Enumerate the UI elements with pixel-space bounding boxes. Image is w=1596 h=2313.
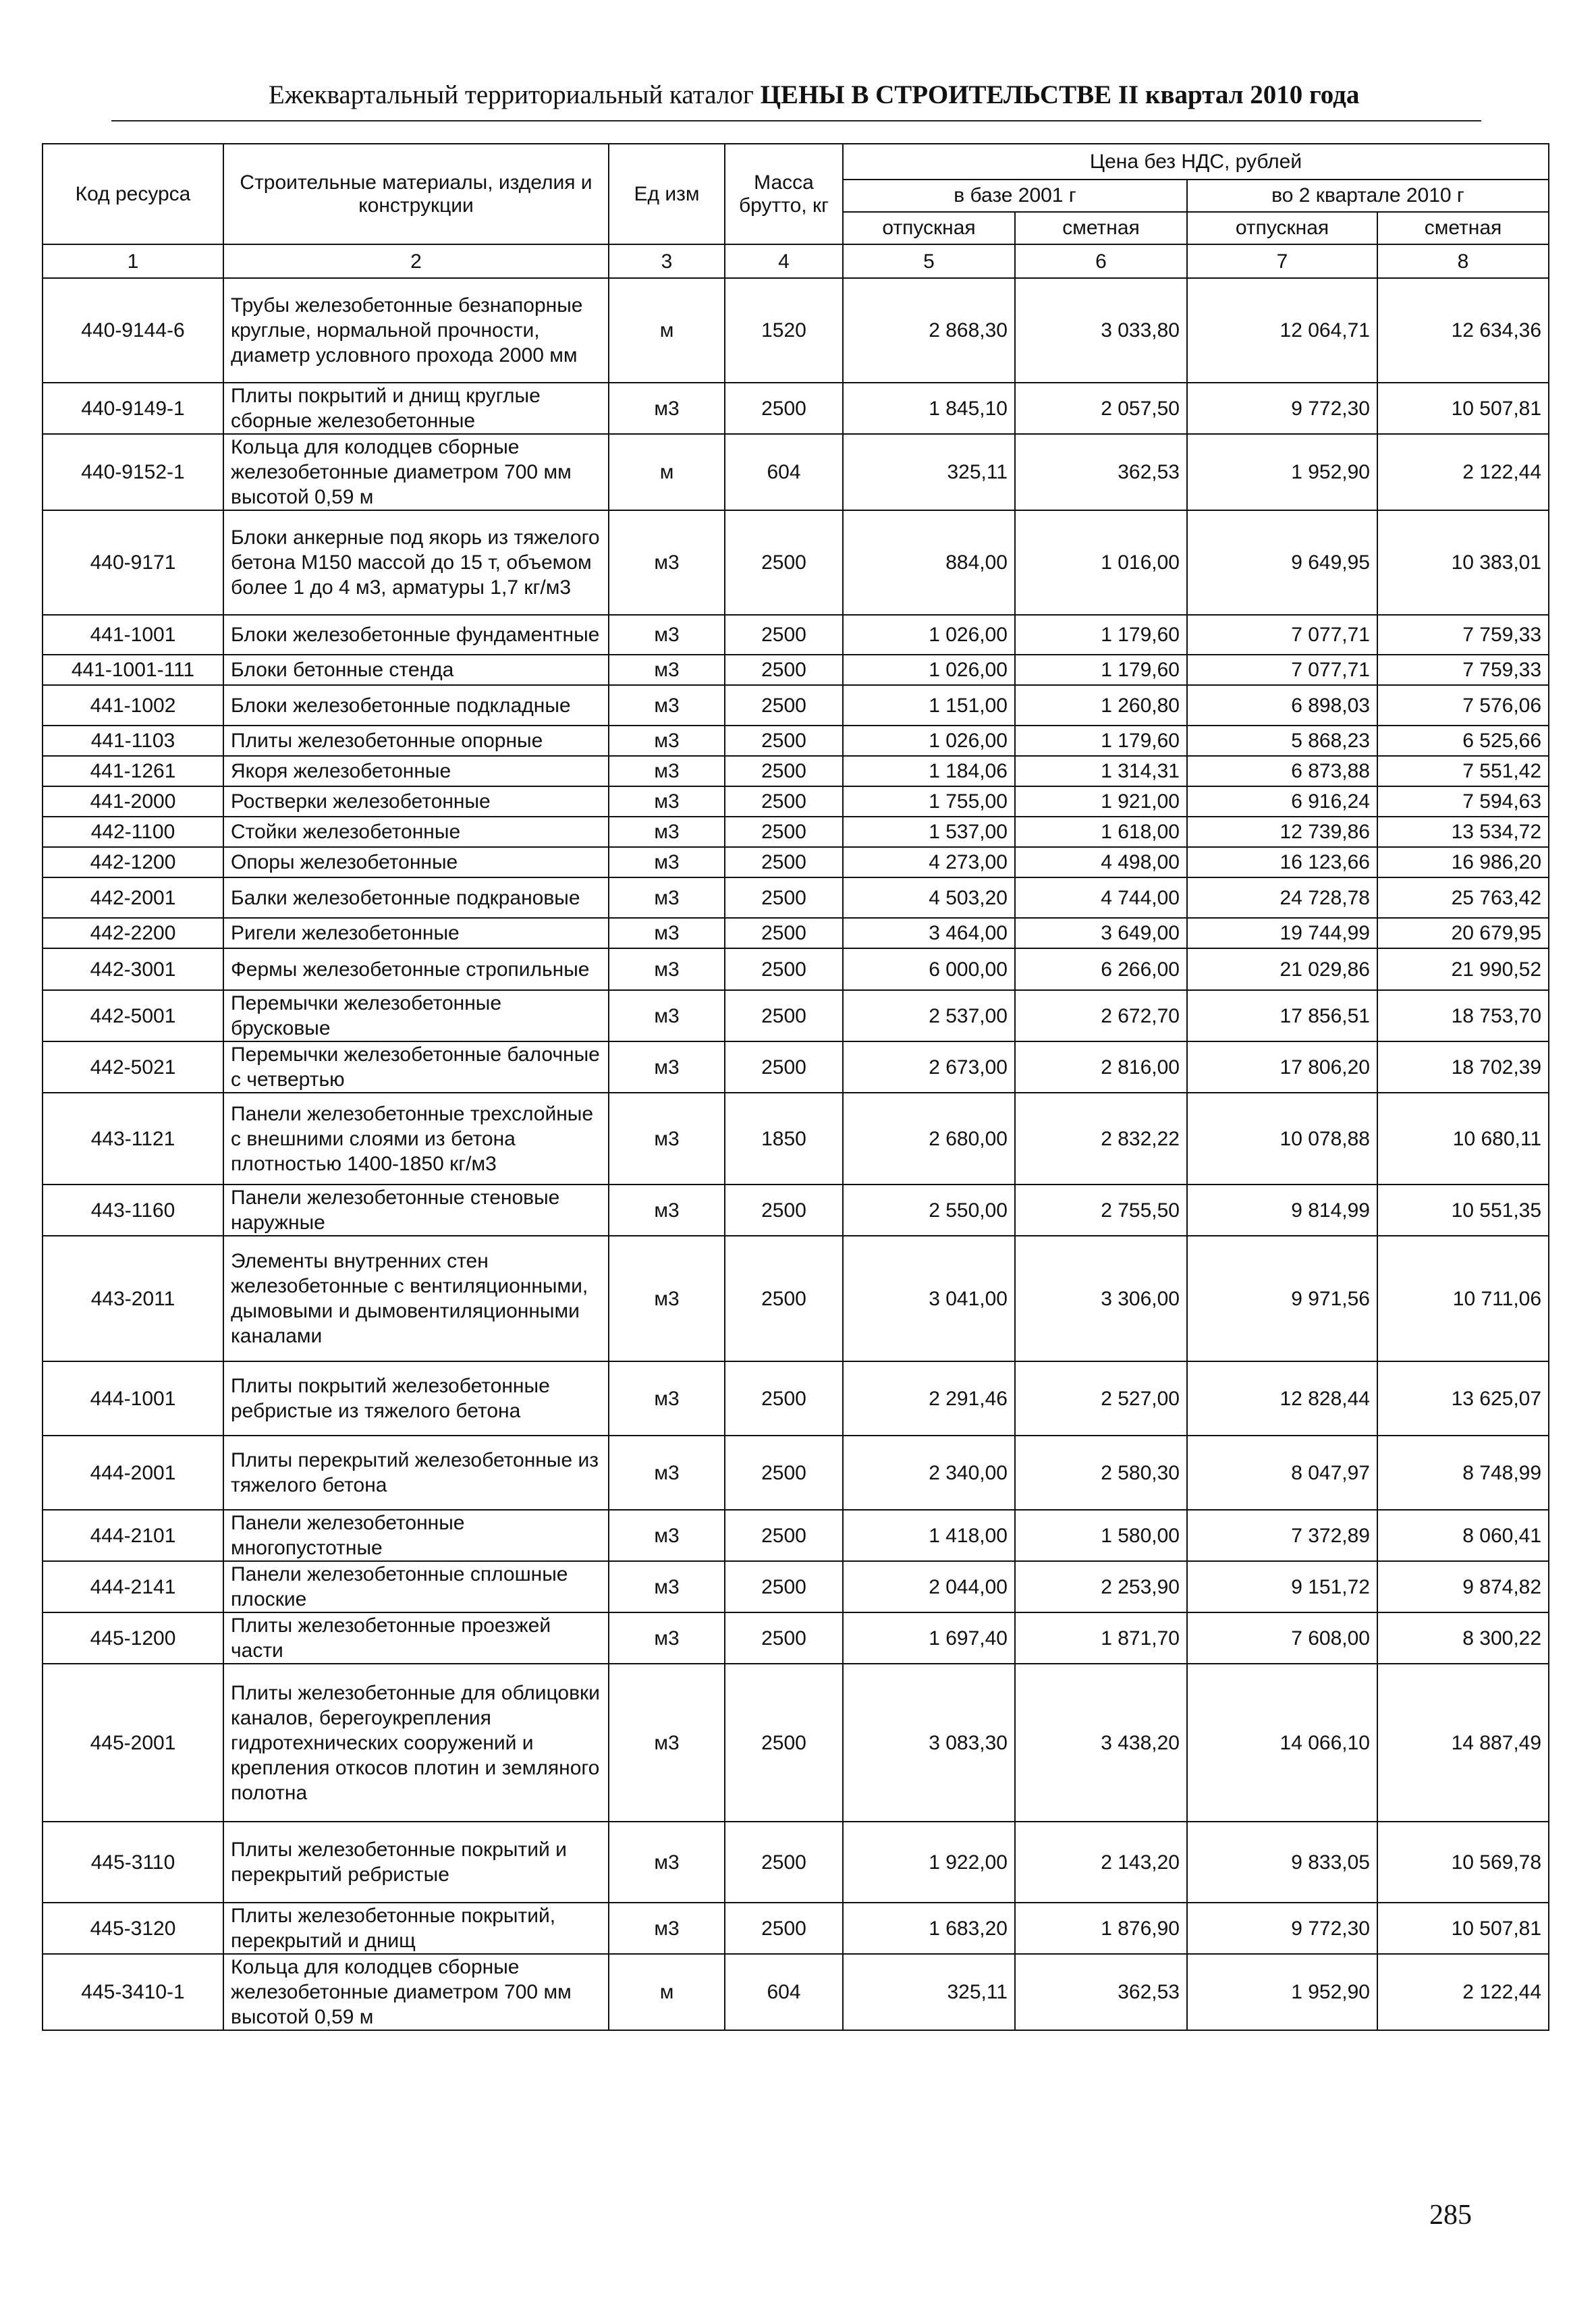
base-estimate-price: 2 672,70 — [1015, 990, 1187, 1041]
material-name: Панели железобетонные стеновые наружные — [223, 1185, 609, 1236]
material-name: Ригели железобетонные — [223, 918, 609, 948]
resource-code: 443-1121 — [43, 1093, 223, 1185]
table-row — [43, 434, 1549, 510]
base-sale-price: 6 000,00 — [843, 948, 1015, 990]
base-estimate-price: 2 816,00 — [1015, 1041, 1187, 1093]
material-name: Плиты покрытий и днищ круглые сборные железобетонные — [223, 383, 609, 434]
base-estimate-price: 1 260,80 — [1015, 685, 1187, 726]
gross-mass: 2500 — [725, 1664, 843, 1822]
base-estimate-price: 1 179,60 — [1015, 726, 1187, 756]
resource-code: 444-2101 — [43, 1510, 223, 1561]
gross-mass: 604 — [725, 434, 843, 510]
gross-mass: 2500 — [725, 756, 843, 786]
resource-code: 442-1200 — [43, 847, 223, 877]
gross-mass: 2500 — [725, 817, 843, 847]
base-estimate-price: 3 306,00 — [1015, 1236, 1187, 1361]
base-estimate-price: 1 871,70 — [1015, 1612, 1187, 1664]
unit: м3 — [609, 510, 725, 615]
unit: м3 — [609, 918, 725, 948]
table-row — [43, 1510, 1549, 1561]
current-estimate-price: 10 711,06 — [1377, 1236, 1549, 1361]
column-number: 3 — [609, 244, 725, 278]
table-row — [43, 1561, 1549, 1612]
unit: м3 — [609, 786, 725, 817]
base-sale-price: 2 550,00 — [843, 1185, 1015, 1236]
current-sale-price: 6 898,03 — [1187, 685, 1377, 726]
header-rule — [111, 120, 1481, 121]
current-estimate-price: 20 679,95 — [1377, 918, 1549, 948]
current-sale-price: 21 029,86 — [1187, 948, 1377, 990]
header-current-estimate: сметная — [1377, 212, 1549, 244]
unit: м3 — [609, 1361, 725, 1436]
base-estimate-price: 1 314,31 — [1015, 756, 1187, 786]
unit: м3 — [609, 1510, 725, 1561]
base-sale-price: 2 291,46 — [843, 1361, 1015, 1436]
resource-code: 445-2001 — [43, 1664, 223, 1822]
base-sale-price: 1 922,00 — [843, 1822, 1015, 1903]
material-name: Элементы внутренних стен железобетонные с вентиляционными, дымовыми и дымовентиляционными каналами — [223, 1236, 609, 1361]
unit: м3 — [609, 383, 725, 434]
base-estimate-price: 4 744,00 — [1015, 877, 1187, 918]
table-row — [43, 1041, 1549, 1093]
current-estimate-price: 10 569,78 — [1377, 1822, 1549, 1903]
catalog-period: II квартал 2010 года — [1118, 80, 1360, 109]
material-name: Кольца для колодцев сборные железобетонные диаметром 700 мм высотой 0,59 м — [223, 1954, 609, 2030]
table-row — [43, 1612, 1549, 1664]
base-estimate-price: 1 921,00 — [1015, 786, 1187, 817]
unit: м3 — [609, 990, 725, 1041]
current-sale-price: 7 077,71 — [1187, 655, 1377, 685]
base-sale-price: 2 673,00 — [843, 1041, 1015, 1093]
base-estimate-price: 1 876,90 — [1015, 1903, 1187, 1954]
current-sale-price: 17 806,20 — [1187, 1041, 1377, 1093]
current-estimate-price: 21 990,52 — [1377, 948, 1549, 990]
unit: м3 — [609, 615, 725, 655]
current-estimate-price: 7 576,06 — [1377, 685, 1549, 726]
current-estimate-price: 18 702,39 — [1377, 1041, 1549, 1093]
gross-mass: 2500 — [725, 786, 843, 817]
current-sale-price: 9 833,05 — [1187, 1822, 1377, 1903]
material-name: Блоки бетонные стенда — [223, 655, 609, 685]
unit: м3 — [609, 756, 725, 786]
gross-mass: 2500 — [725, 1510, 843, 1561]
resource-code: 440-9152-1 — [43, 434, 223, 510]
resource-code: 443-2011 — [43, 1236, 223, 1361]
gross-mass: 2500 — [725, 1436, 843, 1510]
catalog-title: ЦЕНЫ В СТРОИТЕЛЬСТВЕ — [760, 80, 1112, 109]
unit: м3 — [609, 877, 725, 918]
resource-code: 444-1001 — [43, 1361, 223, 1436]
material-name: Перемычки железобетонные брусковые — [223, 990, 609, 1041]
current-sale-price: 9 971,56 — [1187, 1236, 1377, 1361]
unit: м — [609, 278, 725, 383]
table-row — [43, 615, 1549, 655]
resource-code: 442-2001 — [43, 877, 223, 918]
gross-mass: 2500 — [725, 1361, 843, 1436]
base-sale-price: 2 680,00 — [843, 1093, 1015, 1185]
page-number: 285 — [1429, 2200, 1472, 2231]
gross-mass: 2500 — [725, 847, 843, 877]
base-estimate-price: 2 832,22 — [1015, 1093, 1187, 1185]
resource-code: 442-5021 — [43, 1041, 223, 1093]
gross-mass: 2500 — [725, 948, 843, 990]
base-estimate-price: 6 266,00 — [1015, 948, 1187, 990]
current-sale-price: 8 047,97 — [1187, 1436, 1377, 1510]
material-name: Плиты железобетонные покрытий и перекрытий ребристые — [223, 1822, 609, 1903]
base-estimate-price: 1 580,00 — [1015, 1510, 1187, 1561]
material-name: Блоки железобетонные фундаментные — [223, 615, 609, 655]
price-table — [42, 143, 1549, 2031]
current-estimate-price: 8 300,22 — [1377, 1612, 1549, 1664]
base-sale-price: 2 868,30 — [843, 278, 1015, 383]
table-row — [43, 510, 1549, 615]
header-name: Строительные материалы, изделия и конструкции — [223, 144, 609, 244]
current-estimate-price: 25 763,42 — [1377, 877, 1549, 918]
resource-code: 441-1002 — [43, 685, 223, 726]
base-estimate-price: 1 179,60 — [1015, 615, 1187, 655]
unit: м3 — [609, 1185, 725, 1236]
material-name: Панели железобетонные трехслойные с внешними слоями из бетона плотностью 1400-1850 кг/м3 — [223, 1093, 609, 1185]
resource-code: 442-5001 — [43, 990, 223, 1041]
base-sale-price: 2 340,00 — [843, 1436, 1015, 1510]
unit: м3 — [609, 1561, 725, 1612]
table-row — [43, 1185, 1549, 1236]
header-base-sale: отпускная — [843, 212, 1015, 244]
gross-mass: 2500 — [725, 1822, 843, 1903]
current-estimate-price: 10 551,35 — [1377, 1185, 1549, 1236]
current-sale-price: 14 066,10 — [1187, 1664, 1377, 1822]
table-row — [43, 786, 1549, 817]
current-estimate-price: 7 759,33 — [1377, 615, 1549, 655]
table-row — [43, 383, 1549, 434]
current-estimate-price: 8 748,99 — [1377, 1436, 1549, 1510]
gross-mass: 2500 — [725, 655, 843, 685]
base-sale-price: 1 697,40 — [843, 1612, 1015, 1664]
current-sale-price: 9 649,95 — [1187, 510, 1377, 615]
current-estimate-price: 10 383,01 — [1377, 510, 1549, 615]
base-estimate-price: 1 016,00 — [1015, 510, 1187, 615]
base-sale-price: 1 026,00 — [843, 615, 1015, 655]
table-row — [43, 948, 1549, 990]
material-name: Фермы железобетонные стропильные — [223, 948, 609, 990]
current-sale-price: 9 814,99 — [1187, 1185, 1377, 1236]
base-sale-price: 3 464,00 — [843, 918, 1015, 948]
unit: м3 — [609, 1093, 725, 1185]
header-base-2001: в базе 2001 г — [843, 180, 1187, 212]
material-name: Якоря железобетонные — [223, 756, 609, 786]
header-current-sale: отпускная — [1187, 212, 1377, 244]
unit: м3 — [609, 655, 725, 685]
base-sale-price: 4 273,00 — [843, 847, 1015, 877]
base-sale-price: 4 503,20 — [843, 877, 1015, 918]
table-row — [43, 1664, 1549, 1822]
material-name: Стойки железобетонные — [223, 817, 609, 847]
current-sale-price: 1 952,90 — [1187, 434, 1377, 510]
current-sale-price: 6 873,88 — [1187, 756, 1377, 786]
resource-code: 441-1001 — [43, 615, 223, 655]
base-estimate-price: 2 057,50 — [1015, 383, 1187, 434]
table-body — [43, 244, 1549, 2030]
table-row — [43, 1236, 1549, 1361]
base-estimate-price: 3 649,00 — [1015, 918, 1187, 948]
current-estimate-price: 14 887,49 — [1377, 1664, 1549, 1822]
resource-code: 445-3410-1 — [43, 1954, 223, 2030]
unit: м3 — [609, 726, 725, 756]
unit: м — [609, 434, 725, 510]
current-estimate-price: 8 060,41 — [1377, 1510, 1549, 1561]
table-row — [43, 1954, 1549, 2030]
base-sale-price: 325,11 — [843, 1954, 1015, 2030]
current-sale-price: 9 151,72 — [1187, 1561, 1377, 1612]
current-sale-price: 12 828,44 — [1187, 1361, 1377, 1436]
unit: м3 — [609, 1664, 725, 1822]
base-estimate-price: 2 253,90 — [1015, 1561, 1187, 1612]
unit: м3 — [609, 1041, 725, 1093]
gross-mass: 604 — [725, 1954, 843, 2030]
resource-code: 444-2001 — [43, 1436, 223, 1510]
base-estimate-price: 362,53 — [1015, 1954, 1187, 2030]
resource-code: 440-9144-6 — [43, 278, 223, 383]
resource-code: 441-1261 — [43, 756, 223, 786]
unit: м3 — [609, 847, 725, 877]
column-number: 8 — [1377, 244, 1549, 278]
gross-mass: 2500 — [725, 1612, 843, 1664]
current-estimate-price: 2 122,44 — [1377, 1954, 1549, 2030]
material-name: Балки железобетонные подкрановые — [223, 877, 609, 918]
material-name: Плиты перекрытий железобетонные из тяжелого бетона — [223, 1436, 609, 1510]
material-name: Плиты железобетонные проезжей части — [223, 1612, 609, 1664]
base-sale-price: 1 418,00 — [843, 1510, 1015, 1561]
column-number: 7 — [1187, 244, 1377, 278]
base-sale-price: 1 151,00 — [843, 685, 1015, 726]
gross-mass: 1520 — [725, 278, 843, 383]
gross-mass: 2500 — [725, 383, 843, 434]
material-name: Плиты железобетонные для облицовки каналов, берегоукрепления гидротехнических сооружений и крепления откосов плотин и земляного полотна — [223, 1664, 609, 1822]
column-number: 4 — [725, 244, 843, 278]
material-name: Опоры железобетонные — [223, 847, 609, 877]
material-name: Трубы железобетонные безнапорные круглые, нормальной прочности, диаметр условного прохода 2000 мм — [223, 278, 609, 383]
unit: м3 — [609, 1436, 725, 1510]
resource-code: 444-2141 — [43, 1561, 223, 1612]
current-estimate-price: 10 680,11 — [1377, 1093, 1549, 1185]
gross-mass: 2500 — [725, 1185, 843, 1236]
current-estimate-price: 9 874,82 — [1377, 1561, 1549, 1612]
resource-code: 440-9171 — [43, 510, 223, 615]
table-row — [43, 877, 1549, 918]
resource-code: 442-2200 — [43, 918, 223, 948]
base-sale-price: 1 184,06 — [843, 756, 1015, 786]
table-row — [43, 918, 1549, 948]
material-name: Плиты покрытий железобетонные ребристые из тяжелого бетона — [223, 1361, 609, 1436]
gross-mass: 2500 — [725, 726, 843, 756]
base-sale-price: 3 041,00 — [843, 1236, 1015, 1361]
base-sale-price: 1 845,10 — [843, 383, 1015, 434]
header-base-estimate: сметная — [1015, 212, 1187, 244]
unit: м3 — [609, 817, 725, 847]
current-estimate-price: 7 594,63 — [1377, 786, 1549, 817]
base-sale-price: 1 026,00 — [843, 726, 1015, 756]
base-estimate-price: 2 143,20 — [1015, 1822, 1187, 1903]
unit: м3 — [609, 1612, 725, 1664]
gross-mass: 2500 — [725, 1236, 843, 1361]
header-mass: Масса брутто, кг — [725, 144, 843, 244]
resource-code: 442-1100 — [43, 817, 223, 847]
material-name: Кольца для колодцев сборные железобетонные диаметром 700 мм высотой 0,59 м — [223, 434, 609, 510]
current-sale-price: 12 064,71 — [1187, 278, 1377, 383]
current-sale-price: 7 372,89 — [1187, 1510, 1377, 1561]
material-name: Плиты железобетонные опорные — [223, 726, 609, 756]
column-number: 5 — [843, 244, 1015, 278]
current-sale-price: 9 772,30 — [1187, 383, 1377, 434]
base-sale-price: 1 755,00 — [843, 786, 1015, 817]
page-header — [269, 80, 1477, 110]
gross-mass: 2500 — [725, 918, 843, 948]
table-header — [43, 144, 1549, 244]
current-sale-price: 17 856,51 — [1187, 990, 1377, 1041]
header-prefix: Ежеквартальный территориальный каталог — [269, 80, 754, 109]
base-sale-price: 3 083,30 — [843, 1664, 1015, 1822]
current-estimate-price: 2 122,44 — [1377, 434, 1549, 510]
gross-mass: 2500 — [725, 877, 843, 918]
current-estimate-price: 10 507,81 — [1377, 383, 1549, 434]
header-unit: Ед изм — [609, 144, 725, 244]
table-row — [43, 847, 1549, 877]
current-sale-price: 1 952,90 — [1187, 1954, 1377, 2030]
material-name: Перемычки железобетонные балочные с четвертью — [223, 1041, 609, 1093]
gross-mass: 2500 — [725, 1041, 843, 1093]
table-row — [43, 685, 1549, 726]
base-sale-price: 1 537,00 — [843, 817, 1015, 847]
gross-mass: 2500 — [725, 990, 843, 1041]
current-sale-price: 19 744,99 — [1187, 918, 1377, 948]
base-sale-price: 325,11 — [843, 434, 1015, 510]
material-name: Панели железобетонные многопустотные — [223, 1510, 609, 1561]
base-estimate-price: 1 618,00 — [1015, 817, 1187, 847]
unit: м3 — [609, 1236, 725, 1361]
gross-mass: 2500 — [725, 1561, 843, 1612]
table-row — [43, 726, 1549, 756]
current-sale-price: 9 772,30 — [1187, 1903, 1377, 1954]
unit: м3 — [609, 948, 725, 990]
current-estimate-price: 13 625,07 — [1377, 1361, 1549, 1436]
header-price: Цена без НДС, рублей — [843, 144, 1549, 180]
table-row — [43, 1822, 1549, 1903]
base-estimate-price: 3 033,80 — [1015, 278, 1187, 383]
resource-code: 440-9149-1 — [43, 383, 223, 434]
column-number: 1 — [43, 244, 223, 278]
current-estimate-price: 10 507,81 — [1377, 1903, 1549, 1954]
resource-code: 445-1200 — [43, 1612, 223, 1664]
resource-code: 443-1160 — [43, 1185, 223, 1236]
gross-mass: 2500 — [725, 1903, 843, 1954]
column-number-row — [43, 244, 1549, 278]
base-estimate-price: 362,53 — [1015, 434, 1187, 510]
table-row — [43, 1436, 1549, 1510]
base-sale-price: 2 537,00 — [843, 990, 1015, 1041]
table-row — [43, 1093, 1549, 1185]
table-row — [43, 990, 1549, 1041]
current-sale-price: 6 916,24 — [1187, 786, 1377, 817]
table-row — [43, 1361, 1549, 1436]
column-number: 2 — [223, 244, 609, 278]
resource-code: 441-1103 — [43, 726, 223, 756]
gross-mass: 2500 — [725, 510, 843, 615]
current-estimate-price: 6 525,66 — [1377, 726, 1549, 756]
current-sale-price: 24 728,78 — [1187, 877, 1377, 918]
resource-code: 445-3110 — [43, 1822, 223, 1903]
current-sale-price: 5 868,23 — [1187, 726, 1377, 756]
current-sale-price: 10 078,88 — [1187, 1093, 1377, 1185]
column-number: 6 — [1015, 244, 1187, 278]
resource-code: 441-2000 — [43, 786, 223, 817]
base-sale-price: 884,00 — [843, 510, 1015, 615]
base-sale-price: 1 026,00 — [843, 655, 1015, 685]
base-estimate-price: 4 498,00 — [1015, 847, 1187, 877]
gross-mass: 1850 — [725, 1093, 843, 1185]
material-name: Блоки железобетонные подкладные — [223, 685, 609, 726]
table-row — [43, 278, 1549, 383]
current-sale-price: 12 739,86 — [1187, 817, 1377, 847]
gross-mass: 2500 — [725, 615, 843, 655]
current-sale-price: 16 123,66 — [1187, 847, 1377, 877]
base-sale-price: 1 683,20 — [843, 1903, 1015, 1954]
current-estimate-price: 16 986,20 — [1377, 847, 1549, 877]
table-row — [43, 1903, 1549, 1954]
material-name: Ростверки железобетонные — [223, 786, 609, 817]
base-estimate-price: 1 179,60 — [1015, 655, 1187, 685]
base-estimate-price: 2 527,00 — [1015, 1361, 1187, 1436]
unit: м3 — [609, 1903, 725, 1954]
header-code: Код ресурса — [43, 144, 223, 244]
base-estimate-price: 2 755,50 — [1015, 1185, 1187, 1236]
base-estimate-price: 2 580,30 — [1015, 1436, 1187, 1510]
material-name: Блоки анкерные под якорь из тяжелого бетона М150 массой до 15 т, объемом более 1 до 4 м3, арматуры 1,7 кг/м3 — [223, 510, 609, 615]
current-estimate-price: 7 759,33 — [1377, 655, 1549, 685]
header-q2-2010: во 2 квартале 2010 г — [1187, 180, 1549, 212]
unit: м3 — [609, 685, 725, 726]
current-sale-price: 7 608,00 — [1187, 1612, 1377, 1664]
table-row — [43, 817, 1549, 847]
base-sale-price: 2 044,00 — [843, 1561, 1015, 1612]
current-estimate-price: 7 551,42 — [1377, 756, 1549, 786]
table-row — [43, 756, 1549, 786]
current-estimate-price: 12 634,36 — [1377, 278, 1549, 383]
current-estimate-price: 13 534,72 — [1377, 817, 1549, 847]
current-sale-price: 7 077,71 — [1187, 615, 1377, 655]
unit: м3 — [609, 1822, 725, 1903]
resource-code: 445-3120 — [43, 1903, 223, 1954]
gross-mass: 2500 — [725, 685, 843, 726]
resource-code: 442-3001 — [43, 948, 223, 990]
resource-code: 441-1001-111 — [43, 655, 223, 685]
table-row — [43, 655, 1549, 685]
current-estimate-price: 18 753,70 — [1377, 990, 1549, 1041]
material-name: Панели железобетонные сплошные плоские — [223, 1561, 609, 1612]
unit: м — [609, 1954, 725, 2030]
base-estimate-price: 3 438,20 — [1015, 1664, 1187, 1822]
material-name: Плиты железобетонные покрытий, перекрытий и днищ — [223, 1903, 609, 1954]
